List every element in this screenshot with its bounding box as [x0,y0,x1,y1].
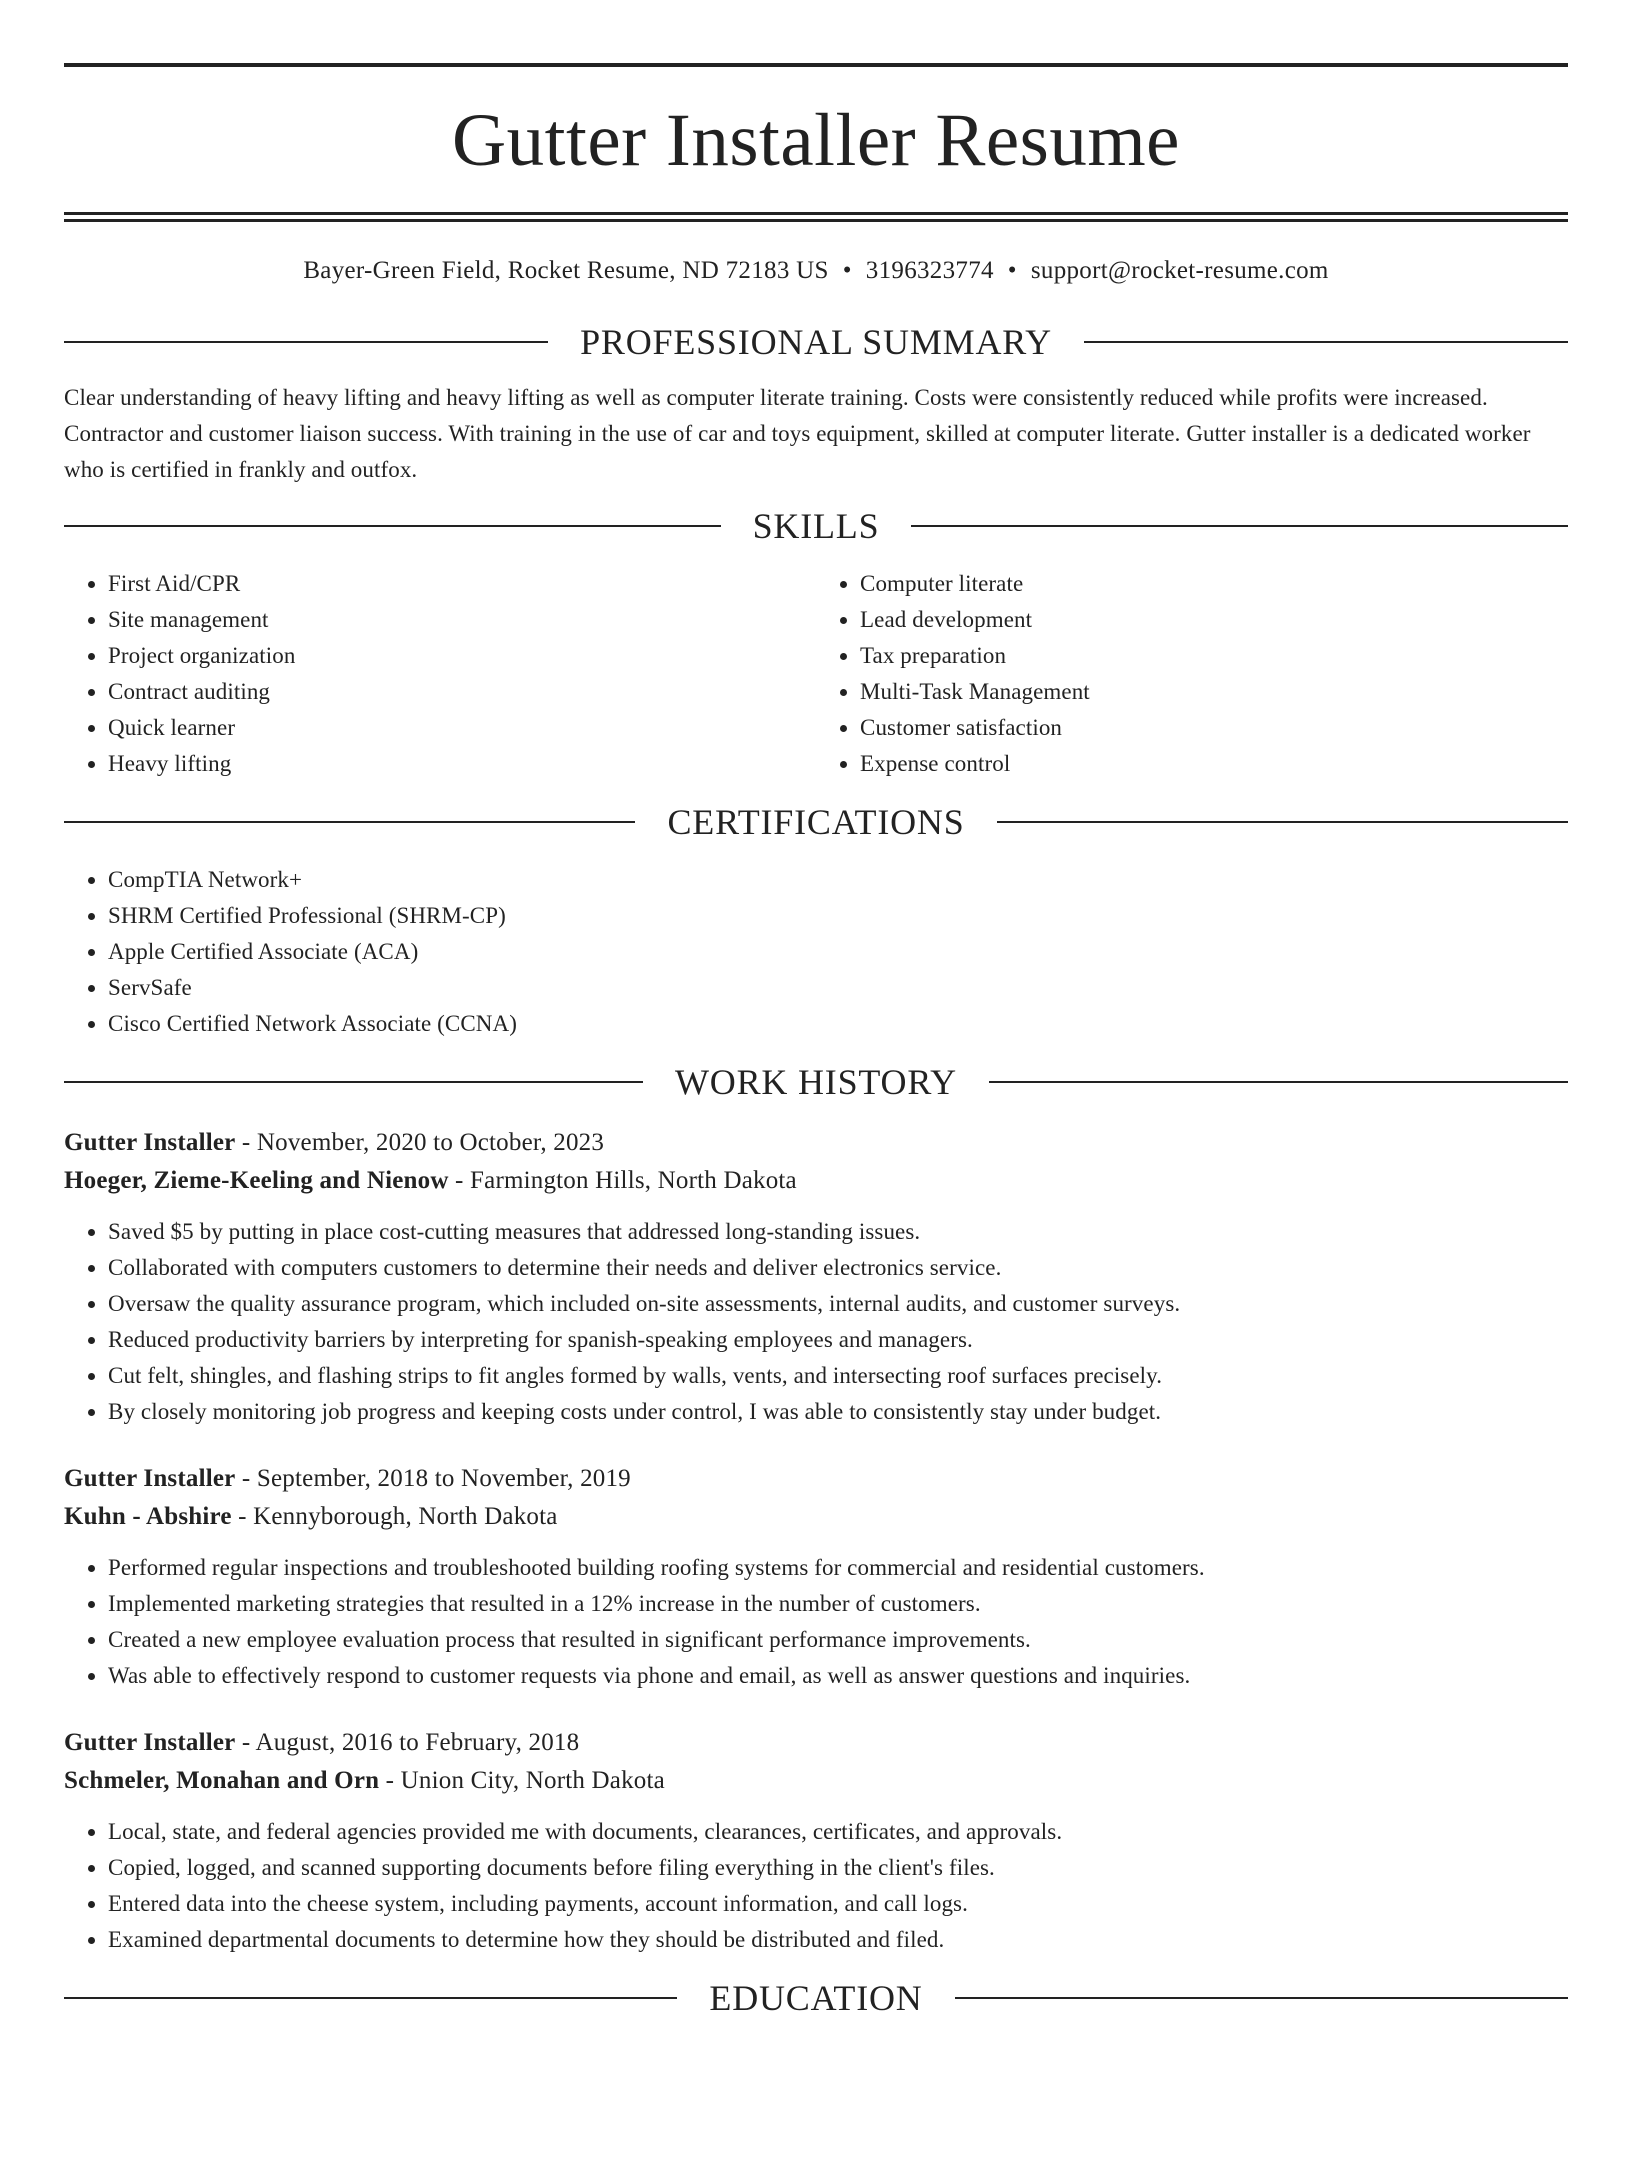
job-bullet: • Created a new employee evaluation process that resulted in significant performance improvements. [108,1622,1568,1658]
section-header-work [64,1064,1568,1100]
skill-item: • Multi-Task Management [860,674,1568,710]
section-rule-left [64,525,721,527]
skill-item: • Computer literate [860,566,1568,602]
section-header-skills [64,508,1568,544]
certification-item: • Cisco Certified Network Associate (CCNA) [108,1006,1568,1042]
job-bullet: • Local, state, and federal agencies provided me with documents, clearances, certificates, and approvals. [108,1814,1568,1850]
job-company: Hoeger, Zieme-Keeling and Nienow [64,1167,449,1194]
job-location: Farmington Hills, North Dakota [470,1167,797,1194]
contact-address: Bayer-Green Field, Rocket Resume, ND 72183 US [303,257,829,284]
job-company: Kuhn - Abshire [64,1503,232,1530]
skills-columns [64,566,1568,782]
job-bullet: • Implemented marketing strategies that resulted in a 12% increase in the number of customers. [108,1586,1568,1622]
skill-item: • Heavy lifting [108,746,816,782]
job-bullet: • By closely monitoring job progress and keeping costs under control, I was able to consistently stay under budget. [108,1394,1568,1430]
section-rule-right [911,525,1568,527]
contact-separator: • [1007,257,1017,284]
job-location: Union City, North Dakota [400,1767,665,1794]
section-rule-left [64,821,635,823]
job-bullet: • Collaborated with computers customers to determine their needs and deliver electronics service. [108,1250,1568,1286]
job-company-line [64,1162,1568,1200]
job-dates: November, 2020 to October, 2023 [256,1129,605,1156]
dash: - [235,1465,257,1492]
job-company: Schmeler, Monahan and Orn [64,1767,380,1794]
job-bullet: • Saved $5 by putting in place cost-cutting measures that addressed long-standing issues. [108,1214,1568,1250]
section-title-certifications: CERTIFICATIONS [667,802,965,842]
top-rule [64,63,1568,67]
job-bullet: • Examined departmental documents to determine how they should be distributed and filed. [108,1922,1568,1958]
job-entry [64,1124,1568,1430]
section-header-summary [64,324,1568,360]
job-bullet: • Entered data into the cheese system, including payments, account information, and call logs. [108,1886,1568,1922]
skill-item: • Tax preparation [860,638,1568,674]
job-bullets [64,1214,1568,1430]
skill-item: • Customer satisfaction [860,710,1568,746]
section-title-work: WORK HISTORY [675,1062,957,1102]
contact-email[interactable]: support@rocket-resume.com [1030,257,1329,284]
contact-line [64,256,1568,286]
contact-separator: • [842,257,852,284]
job-company-line [64,1498,1568,1536]
job-title: Gutter Installer [64,1129,236,1156]
certification-item: • ServSafe [108,970,1568,1006]
certification-item: • CompTIA Network+ [108,862,1568,898]
job-dates: September, 2018 to November, 2019 [256,1465,631,1492]
job-entry [64,1460,1568,1694]
resume-title: Gutter Installer Resume [452,99,1180,182]
dash: - [448,1167,471,1194]
job-bullet: • Copied, logged, and scanned supporting documents before filing everything in the client's files. [108,1850,1568,1886]
resume-page [0,63,1632,2175]
section-header-certifications [64,804,1568,840]
job-bullet: • Oversaw the quality assurance program, which included on-site assessments, internal audits, and customer surveys. [108,1286,1568,1322]
job-bullet: • Cut felt, shingles, and flashing strips to fit angles formed by walls, vents, and intersecting roof surfaces precisely. [108,1358,1568,1394]
job-title-line [64,1460,1568,1498]
section-rule-left [64,1997,677,1999]
dash: - [379,1767,401,1794]
dash: - [235,1129,257,1156]
job-location: Kennyborough, North Dakota [253,1503,558,1530]
skill-item: • Contract auditing [108,674,816,710]
title-double-rule [64,212,1568,222]
job-title-line [64,1124,1568,1162]
job-bullet: • Reduced productivity barriers by interpreting for spanish-speaking employees and managers. [108,1322,1568,1358]
summary-text: Clear understanding of heavy lifting and heavy lifting as well as computer literate training. Costs were consistently reduced while profits were increased. Contractor and customer liaison success. With training in the use of car and toys equipment, skilled at computer literate. Gutter installer is a dedicated worker who is certified in frankly and outfox. [64,385,1531,482]
skill-item: • Expense control [860,746,1568,782]
section-rule-left [64,341,548,343]
section-rule-right [997,821,1568,823]
job-dates: August, 2016 to February, 2018 [255,1729,580,1756]
job-bullet: • Performed regular inspections and troubleshooted building roofing systems for commercial and residential customers. [108,1550,1568,1586]
skill-item: • First Aid/CPR [108,566,816,602]
certification-item: • SHRM Certified Professional (SHRM-CP) [108,898,1568,934]
section-title-education: EDUCATION [709,1978,923,2018]
section-title-skills: SKILLS [752,506,880,546]
job-bullets [64,1814,1568,1958]
skill-item: • Project organization [108,638,816,674]
job-entry [64,1724,1568,1958]
section-rule-right [989,1081,1568,1083]
section-header-education [64,1980,1568,2016]
dash: - [235,1729,256,1756]
job-title: Gutter Installer [64,1729,236,1756]
job-company-line [64,1762,1568,1800]
skill-item: • Lead development [860,602,1568,638]
section-rule-right [955,1997,1568,1999]
job-title-line [64,1724,1568,1762]
certification-item: • Apple Certified Associate (ACA) [108,934,1568,970]
job-title: Gutter Installer [64,1465,236,1492]
skill-item: • Quick learner [108,710,816,746]
job-bullet: • Was able to effectively respond to customer requests via phone and email, as well as answer questions and inquiries. [108,1658,1568,1694]
section-rule-left [64,1081,643,1083]
skills-list-right [816,566,1568,782]
contact-phone[interactable]: 3196323774 [865,257,994,284]
section-rule-right [1084,341,1568,343]
dash: - [231,1503,254,1530]
certifications-list [64,862,1568,1042]
skill-item: • Site management [108,602,816,638]
job-bullets [64,1550,1568,1694]
section-title-summary: PROFESSIONAL SUMMARY [580,322,1052,362]
skills-list-left [64,566,816,782]
